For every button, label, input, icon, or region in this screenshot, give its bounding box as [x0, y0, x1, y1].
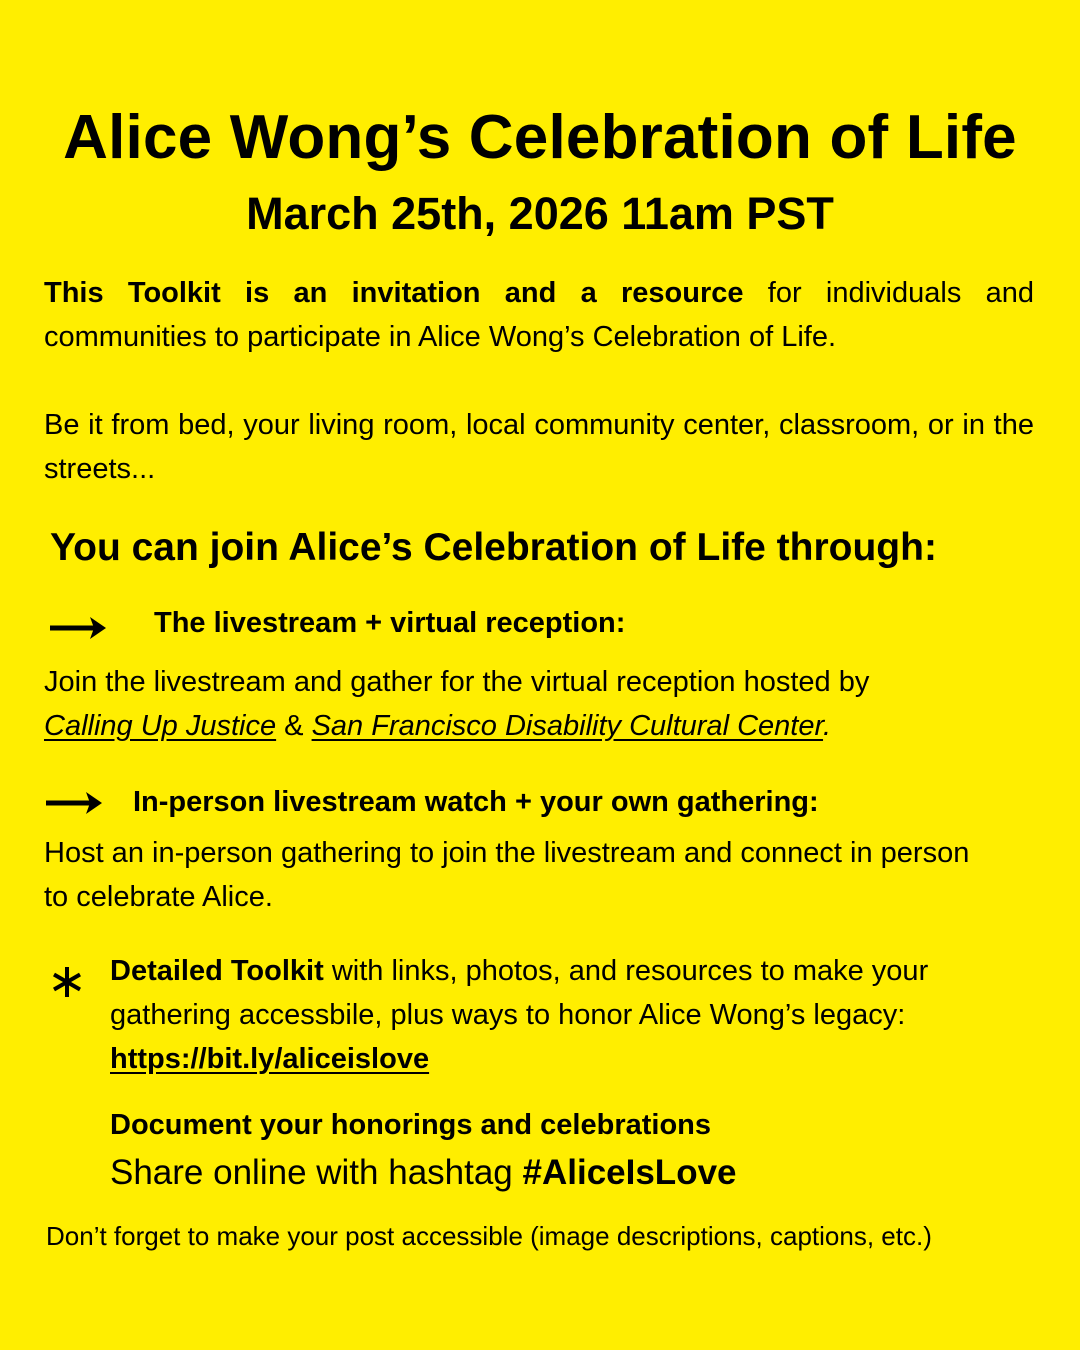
- page-title: Alice Wong’s Celebration of Life: [63, 103, 1017, 172]
- sfdcc-link[interactable]: San Francisco Disability Cultural Center: [311, 710, 824, 742]
- accessibility-note: Don’t forget to make your post accessible (image descriptions, captions, etc.): [46, 1221, 932, 1251]
- hashtag: #AliceIsLove: [522, 1153, 737, 1192]
- toolkit-text: with links, photos, and resources to make your gathering accessbile, plus ways to honor Alice Wong’s legacy:: [110, 955, 929, 1031]
- document-title: Document your honorings and celebrations: [110, 1109, 712, 1141]
- share-line: [110, 1150, 737, 1196]
- join-heading: You can join Alice’s Celebration of Life through:: [50, 526, 937, 569]
- period: .: [823, 710, 832, 742]
- share-text: Share online with hashtag: [110, 1153, 523, 1192]
- intro-paragraph: [44, 271, 1034, 359]
- in-person-option-title: In-person livestream watch + your own gathering:: [133, 786, 819, 818]
- livestream-text: Join the livestream and gather for the virtual reception hosted by: [44, 666, 870, 698]
- intro-bold-text: This Toolkit is an invitation and a resource: [44, 277, 744, 309]
- asterisk-icon: [50, 965, 84, 999]
- toolkit-bold-text: Detailed Toolkit: [110, 955, 324, 987]
- toolkit-paragraph: [110, 949, 1040, 1081]
- arrow-right-icon: [50, 616, 108, 640]
- event-date: March 25th, 2026 11am PST: [246, 188, 834, 239]
- toolkit-url-link[interactable]: https://bit.ly/aliceislove: [110, 1043, 430, 1075]
- arrow-right-icon: [46, 791, 104, 815]
- ampersand: &: [276, 710, 312, 742]
- calling-up-justice-link[interactable]: Calling Up Justice: [44, 710, 277, 742]
- locations-paragraph: Be it from bed, your living room, local community center, classroom, or in the streets...: [44, 409, 1034, 485]
- livestream-option-description: [44, 660, 1044, 748]
- livestream-option-title: The livestream + virtual reception:: [154, 607, 626, 639]
- intro-text: for individuals and communities to participate in Alice Wong’s Celebration of Life.: [44, 277, 1034, 353]
- in-person-option-description: Host an in-person gathering to join the livestream and connect in person to celebrate Alice.: [44, 837, 970, 913]
